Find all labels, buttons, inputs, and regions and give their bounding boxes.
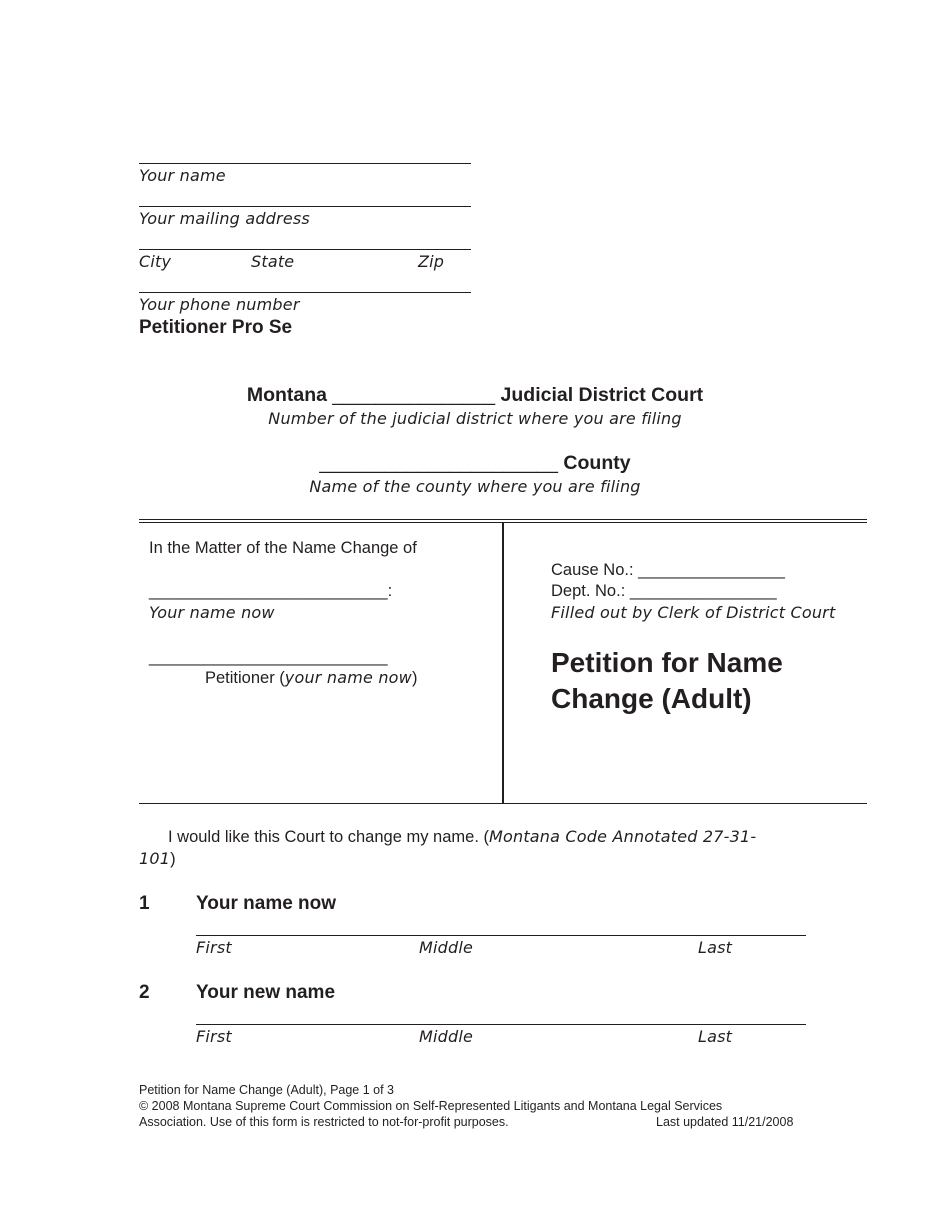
city-state-zip-line[interactable]	[139, 249, 471, 250]
petitioner-blank[interactable]: __________________________	[149, 648, 388, 666]
judicial-district-court-label: Judicial District Court	[500, 384, 704, 406]
phone-label: Your phone number	[139, 295, 300, 314]
intro-lead: I would like this Court to change my name. (	[168, 828, 489, 846]
new-first-label: First	[196, 1027, 232, 1046]
district-hint: Number of the judicial district where you are filing	[268, 409, 682, 428]
county-blank[interactable]: ______________________	[319, 452, 558, 474]
mailing-address-label: Your mailing address	[139, 209, 310, 228]
current-first-label: First	[196, 938, 232, 957]
section-2-heading: Your new name	[196, 982, 336, 1003]
dept-number[interactable]: Dept. No.: ________________	[551, 582, 777, 600]
footer-page-info: Petition for Name Change (Adult), Page 1 of 3	[139, 1083, 395, 1097]
caption-divider	[502, 522, 504, 804]
petitioner-label	[205, 668, 417, 688]
county-label: County	[563, 452, 631, 474]
intro-code: Montana Code Annotated 27-31-	[488, 827, 757, 846]
current-middle-label: Middle	[419, 938, 474, 957]
matter-text: In the Matter of the Name Change of	[149, 539, 417, 557]
state-label: State	[251, 252, 295, 271]
petitioner-pro-se: Petitioner Pro Se	[139, 317, 293, 338]
footer-last-updated: Last updated 11/21/2008	[656, 1115, 794, 1129]
zip-label: Zip	[418, 252, 445, 271]
court-heading	[0, 384, 950, 407]
section-1-number: 1	[139, 893, 150, 914]
new-name-line[interactable]	[196, 1024, 806, 1025]
intro-text	[168, 827, 756, 847]
clerk-note: Filled out by Clerk of District Court	[551, 603, 836, 622]
caption-bottom-rule	[139, 803, 867, 804]
form-title-line2: Change (Adult)	[551, 683, 752, 714]
name-label: Your name	[139, 166, 226, 185]
petitioner-italic: your name now	[284, 668, 412, 687]
county-heading	[0, 452, 950, 475]
current-last-label: Last	[698, 938, 733, 957]
montana-label: Montana	[246, 384, 327, 406]
form-title-line1: Petition for Name	[551, 647, 783, 678]
county-hint: Name of the county where you are filing	[309, 477, 641, 496]
intro-code-cont: 101	[139, 849, 171, 868]
petitioner-prefix: Petitioner (	[205, 669, 285, 687]
intro-text-cont	[139, 849, 176, 869]
mailing-address-line[interactable]	[139, 206, 471, 207]
section-2-number: 2	[139, 982, 150, 1003]
name-now-label: Your name now	[149, 603, 275, 622]
new-middle-label: Middle	[419, 1027, 474, 1046]
name-now-blank[interactable]: __________________________:	[149, 582, 393, 600]
intro-close: )	[170, 850, 176, 868]
phone-line[interactable]	[139, 292, 471, 293]
current-name-line[interactable]	[196, 935, 806, 936]
name-line[interactable]	[139, 163, 471, 164]
petitioner-suffix: )	[411, 669, 418, 687]
cause-number[interactable]: Cause No.: ________________	[551, 561, 785, 579]
new-last-label: Last	[698, 1027, 733, 1046]
section-1-heading: Your name now	[196, 893, 337, 914]
district-number-blank[interactable]: _______________	[332, 384, 496, 406]
footer-restriction: Association. Use of this form is restricted to not-for-profit purposes.	[139, 1115, 509, 1129]
city-label: City	[139, 252, 172, 271]
footer-copyright: © 2008 Montana Supreme Court Commission on Self-Represented Litigants and Montana Legal Services	[139, 1099, 723, 1113]
caption-top-rule-1	[139, 519, 867, 520]
